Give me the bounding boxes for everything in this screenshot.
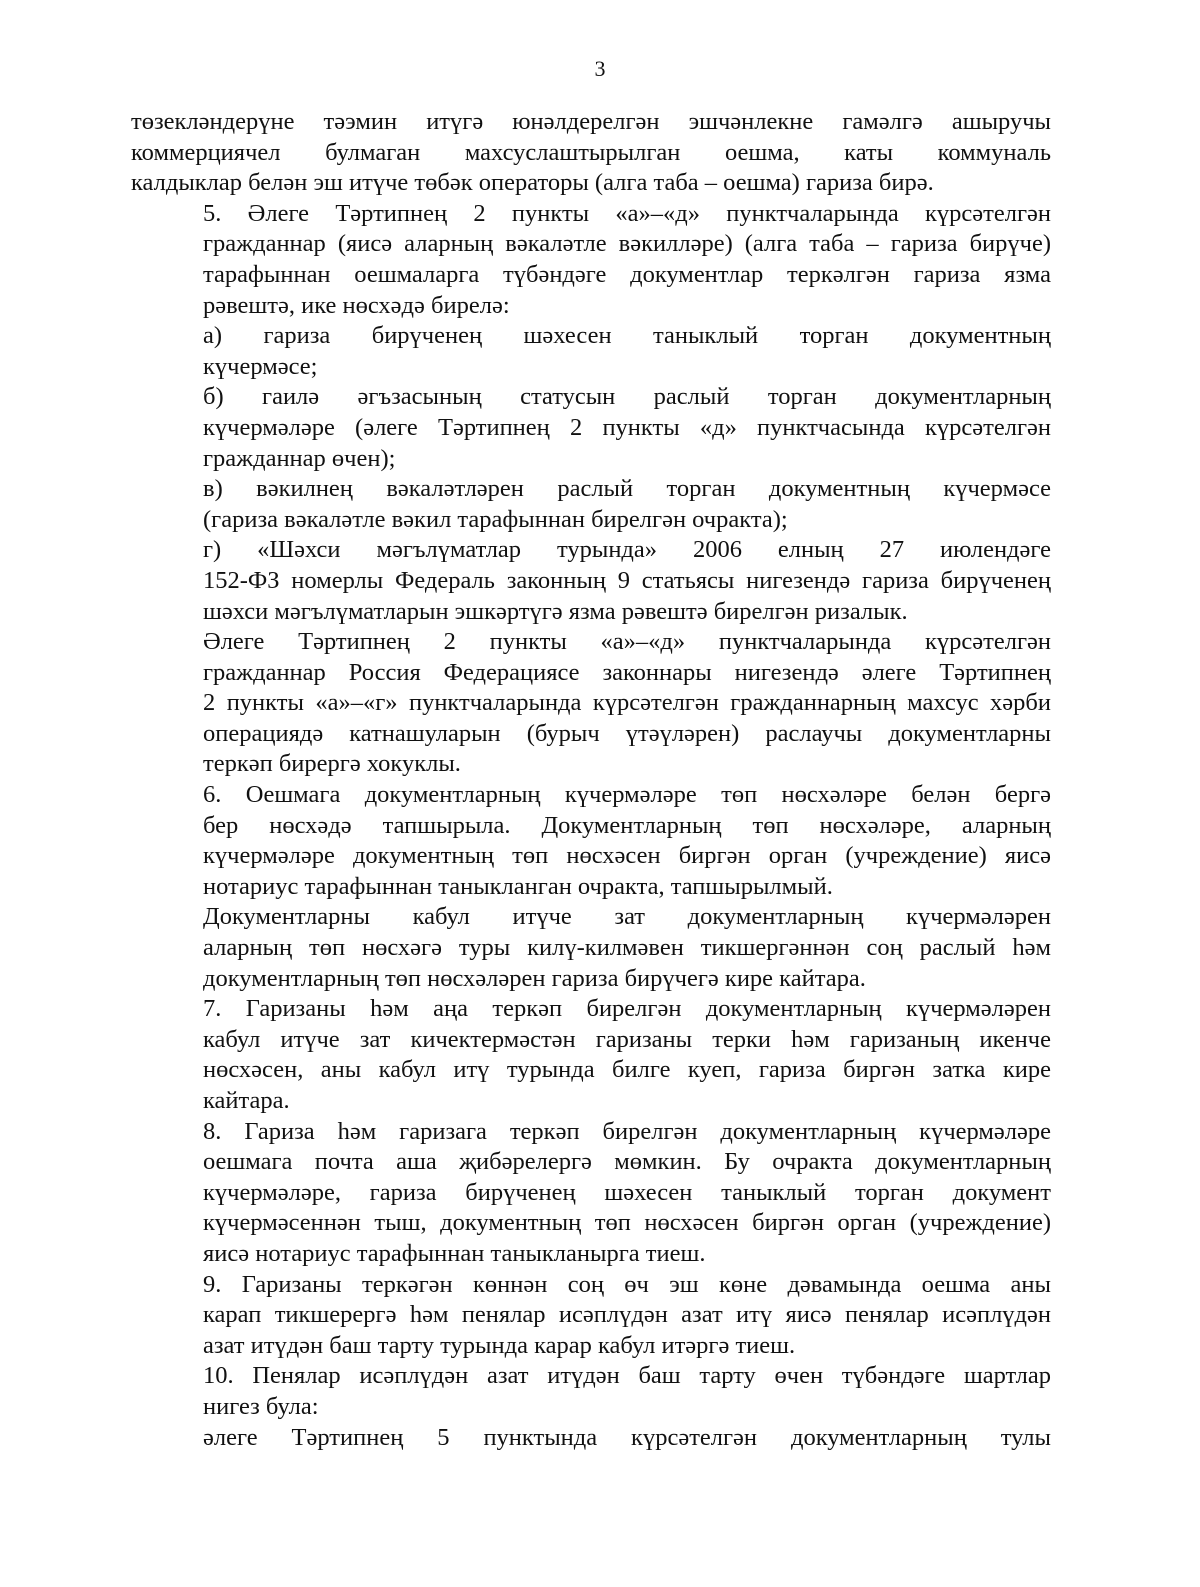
text-line: күчермәсеннән тыш, документның төп нөсхәсен биргән орган (учреждение): [203, 1209, 1051, 1237]
text-line: бер нөсхәдә тапшырыла. Документларның төп нөсхәләре, аларның: [203, 811, 1051, 839]
text-line: гражданнар (яисә аларның вәкаләтле вәкилләре) (алга таба – гариза бирүче): [203, 230, 1051, 258]
text-line: а) гариза бирүченең шәхесен таныклый торган документның: [203, 322, 1051, 350]
text-line: 152-ФЗ номерлы Федераль законның 9 статьясы нигезендә гариза бирүченең: [203, 566, 1051, 594]
paragraph: [131, 902, 1051, 994]
text-line: г) «Шәхси мәгълүматлар турында» 2006 елның 27 июлендәге: [203, 536, 1051, 564]
text-line: гражданнар өчен);: [203, 444, 396, 472]
text-line: тарафыннан оешмаларга түбәндәге документлар теркәлгән гариза язма: [203, 260, 1051, 288]
text-line: карап тикшерергә һәм пенялар исәплүдән азат итү яисә пенялар исәплүдән: [203, 1301, 1051, 1329]
text-line: Әлеге Тәртипнең 2 пункты «а»–«д» пунктчаларында күрсәтелгән: [203, 628, 1051, 656]
text-line: рәвештә, ике нөсхәдә бирелә:: [203, 291, 510, 319]
paragraph: [131, 535, 1051, 627]
text-line: 8. Гариза һәм гаризага теркәп бирелгән документларның күчермәләре: [203, 1117, 1051, 1145]
text-line: нотариус тарафыннан таныкланган очракта, тапшырылмый.: [203, 872, 833, 900]
text-line: 6. Оешмага документларның күчермәләре төп нөсхәләре белән бергә: [203, 781, 1051, 809]
text-line: 5. Әлеге Тәртипнең 2 пункты «а»–«д» пунктчаларында күрсәтелгән: [203, 199, 1051, 227]
text-line: 2 пункты «а»–«г» пунктчаларында күрсәтелгән гражданнарның махсус хәрби: [203, 689, 1051, 717]
text-line: калдыклар белән эш итүче төбәк операторы (алга таба – оешма) гариза бирә.: [131, 169, 934, 197]
paragraph: [131, 780, 1051, 902]
paragraph: [131, 199, 1051, 321]
text-line: нигез була:: [203, 1392, 319, 1420]
paragraph: [131, 1270, 1051, 1362]
text-line: күчермәсе;: [203, 352, 318, 380]
text-line: документларның төп нөсхәләрен гариза бирүчегә кире кайтара.: [203, 964, 866, 992]
paragraph: [131, 107, 1051, 199]
text-line: күчермәләре (әлеге Тәртипнең 2 пункты «д» пунктчасында күрсәтелгән: [203, 413, 1051, 441]
page-number: 3: [594, 56, 606, 81]
text-line: кайтара.: [203, 1087, 290, 1114]
text-line: теркәп бирергә хокуклы.: [203, 750, 461, 778]
paragraph: [131, 474, 1051, 535]
paragraph: [131, 1423, 1051, 1454]
text-line: операциядә катнашуларын (бурыч үтәүләрен) раслаучы документларны: [203, 719, 1051, 747]
text-line: гражданнар Россия Федерациясе законнары нигезендә әлеге Тәртипнең: [203, 658, 1051, 686]
text-line: 9. Гаризаны теркәгән көннән соң өч эш көне дәвамында оешма аны: [203, 1270, 1051, 1298]
paragraph: [131, 627, 1051, 780]
text-line: коммерциячел булмаган махсуслаштырылган оешма, каты коммуналь: [131, 138, 1051, 166]
document-body: [131, 107, 1051, 1453]
text-line: азат итүдән баш тарту турында карар кабул итәргә тиеш.: [203, 1331, 796, 1359]
text-line: аларның төп нөсхәгә туры килү-килмәвен тикшергәннән соң раслый һәм: [203, 934, 1051, 962]
text-line: в) вәкилнең вәкаләтләрен раслый торган документның күчермәсе: [203, 475, 1051, 503]
text-line: (гариза вәкаләтле вәкил тарафыннан бирелгән очракта);: [203, 505, 788, 533]
text-line: әлеге Тәртипнең 5 пунктында күрсәтелгән документларның тулы: [203, 1423, 1051, 1451]
text-line: б) гаилә әгъзасының статусын раслый торган документларның: [203, 383, 1051, 411]
text-line: Документларны кабул итүче зат документларның күчермәләрен: [203, 903, 1051, 931]
text-line: оешмага почта аша җибәрелергә мөмкин. Бу очракта документларның: [203, 1148, 1051, 1176]
text-line: күчермәләре, гариза бирүченең шәхесен таныклый торган документ: [203, 1178, 1051, 1206]
paragraph: [131, 994, 1051, 1116]
text-line: 10. Пенялар исәплүдән азат итүдән баш тарту өчен түбәндәге шартлар: [203, 1362, 1051, 1390]
paragraph: [131, 321, 1051, 382]
text-line: нөсхәсен, аны кабул итү турында билге куеп, гариза биргән затка кире: [203, 1056, 1051, 1084]
paragraph: [131, 382, 1051, 474]
text-line: яисә нотариус тарафыннан таныкланырга тиеш.: [203, 1239, 706, 1267]
text-line: шәхси мәгълүматларын эшкәртүгә язма рәвештә бирелгән ризалык.: [203, 597, 908, 625]
text-line: 7. Гаризаны һәм аңа теркәп бирелгән документларның күчермәләрен: [203, 995, 1051, 1023]
text-line: кабул итүче зат кичектермәстән гаризаны терки һәм гаризаның икенче: [203, 1025, 1051, 1053]
paragraph: [131, 1117, 1051, 1270]
text-line: төзекләндерүне тәэмин итүгә юнәлдерелгән эшчәнлекне гамәлгә ашыручы: [131, 108, 1051, 135]
text-line: күчермәләре документның төп нөсхәсен биргән орган (учреждение) яисә: [203, 842, 1051, 870]
paragraph: [131, 1361, 1051, 1422]
